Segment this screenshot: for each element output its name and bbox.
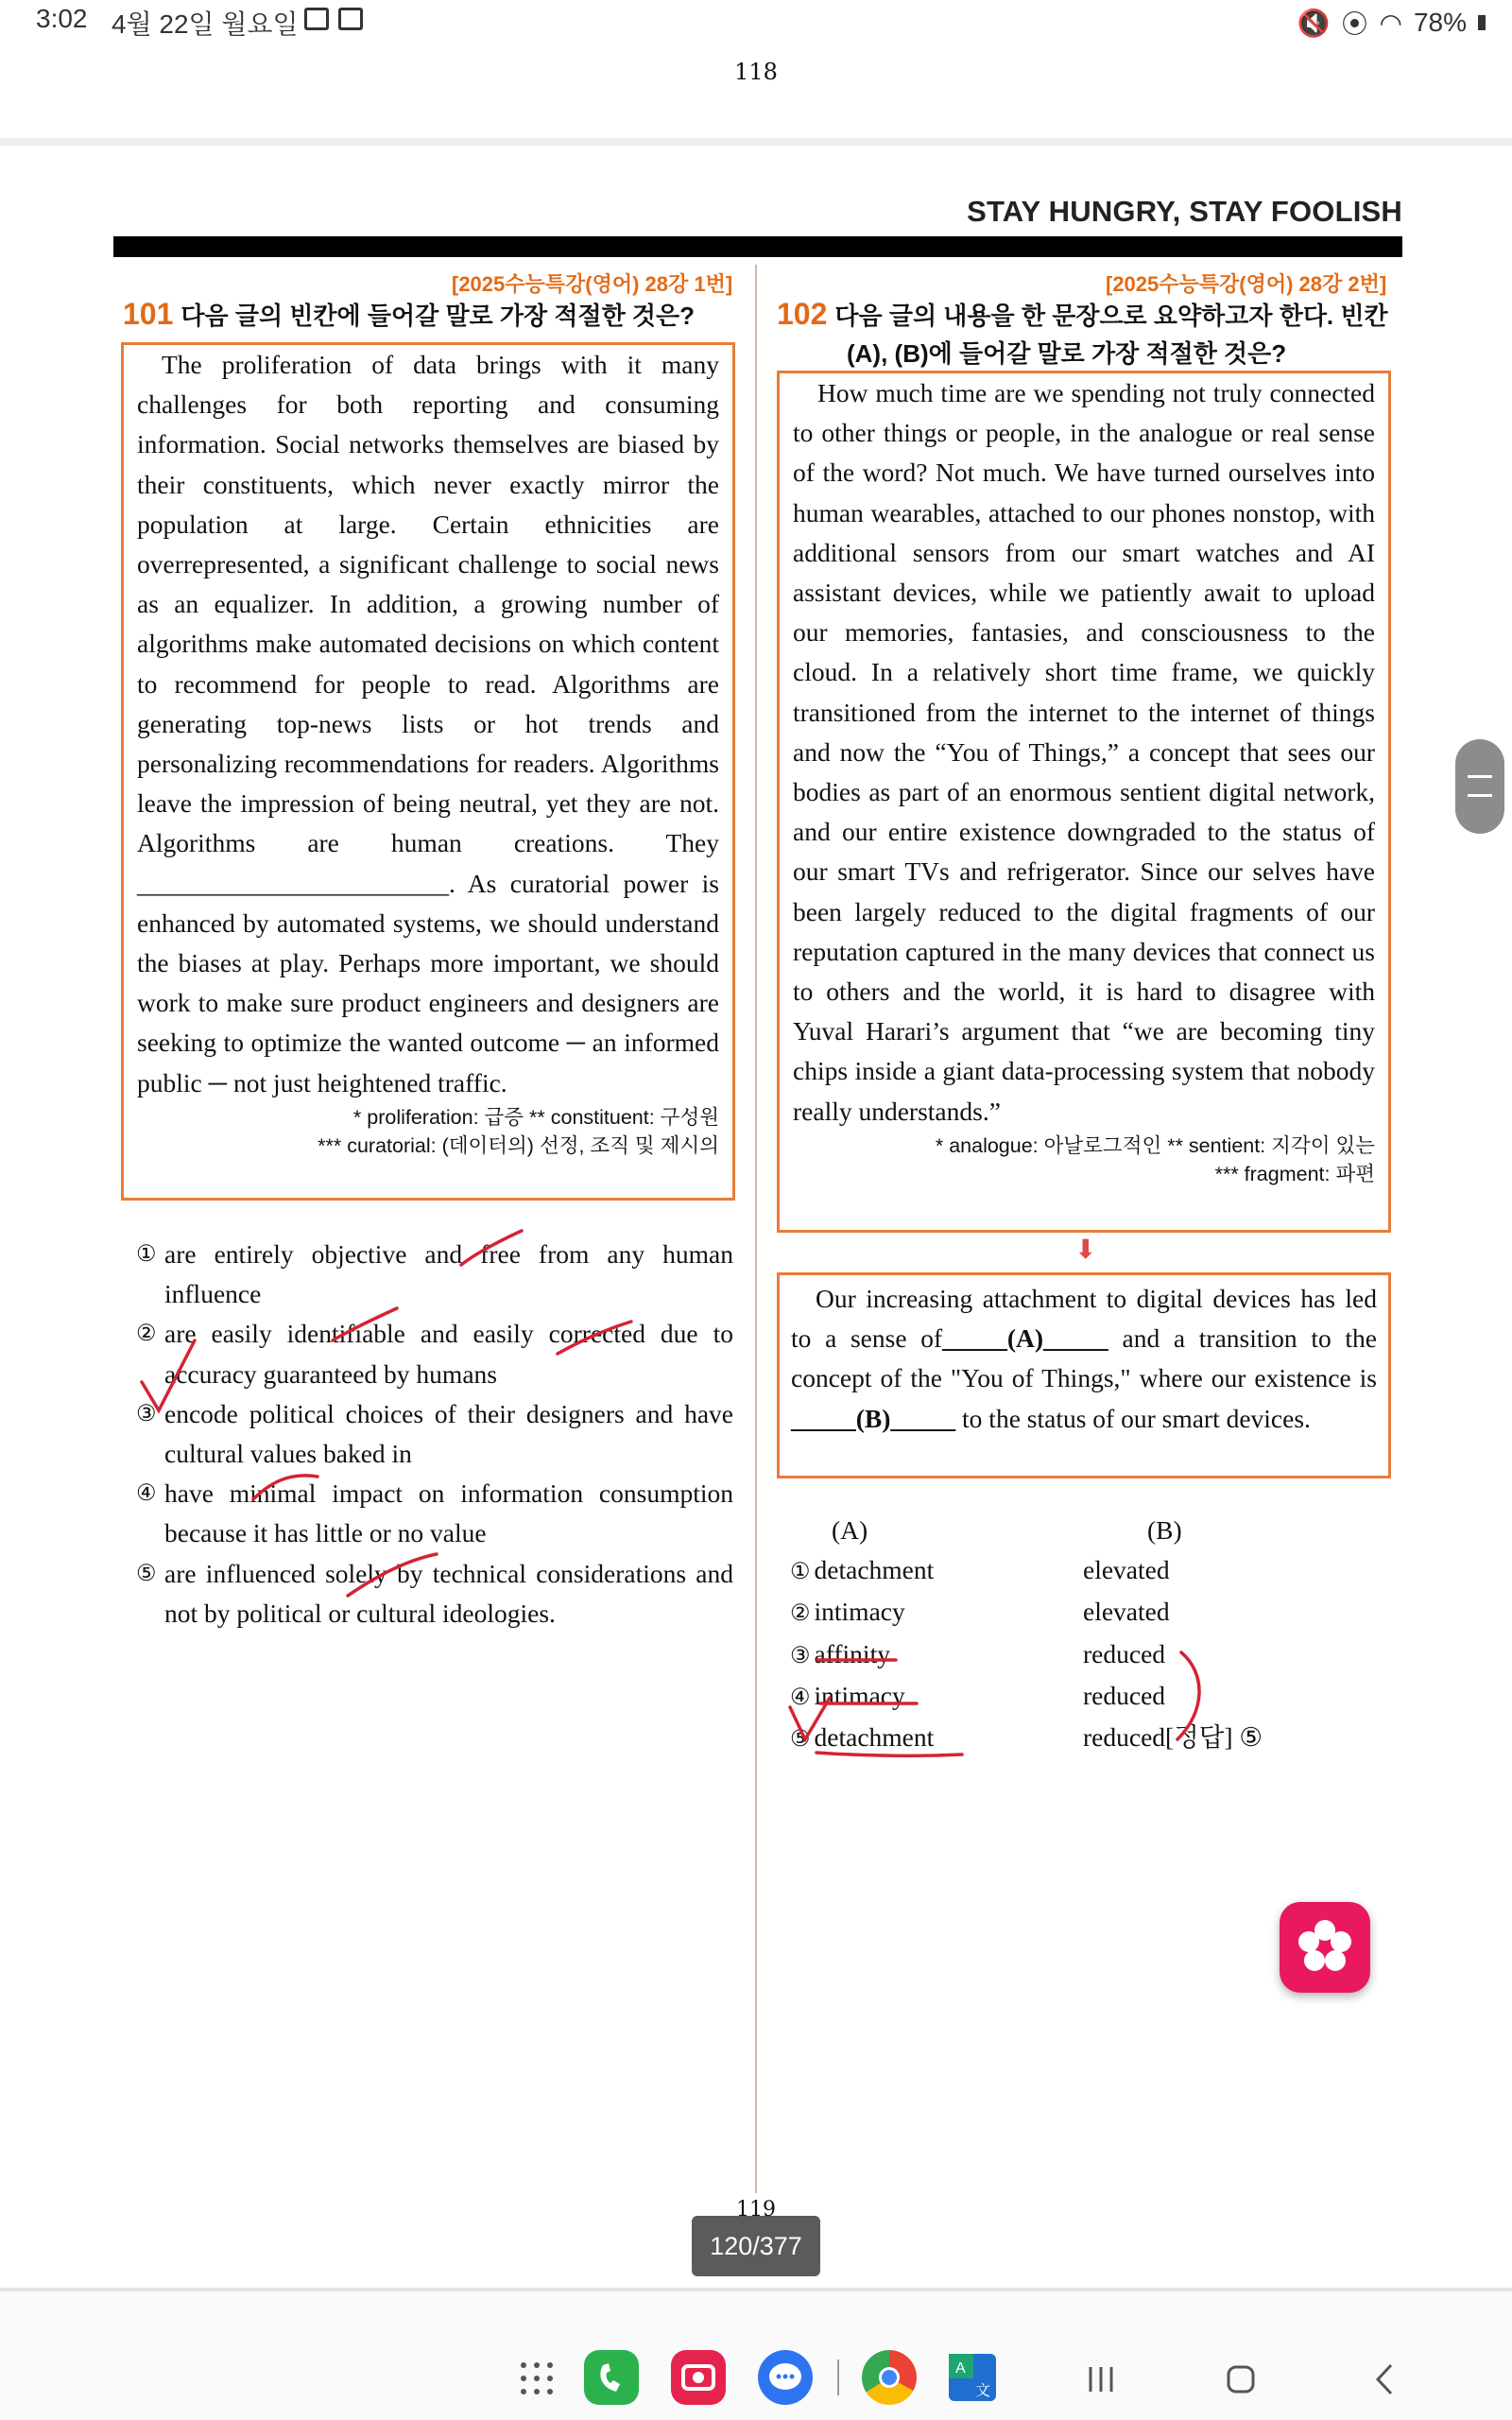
- q102-summary: Our increasing attachment to digital devices has led to a sense of_____(A)_____ and a transition to the concept of the "You of Things," where our existence is _____(B)_____ to the status of our smart devices.: [791, 1284, 1378, 1433]
- q102-source: [2025수능특강(영어) 28강 2번]: [1106, 272, 1387, 296]
- page-counter-label: 120/377: [710, 2232, 802, 2260]
- q102-number: 102: [777, 297, 828, 331]
- dock-divider: [837, 2360, 839, 2395]
- location-icon: ⦿: [1341, 9, 1368, 39]
- q102-gloss-line2: *** fragment: 파편: [1214, 1162, 1375, 1185]
- pen-check-option3: [142, 1340, 195, 1410]
- q101-option-5[interactable]: ⑤ are influenced solely by technical considerations and not by political or cultural ideologies.: [136, 1558, 733, 1628]
- arrow-down-icon: ⬇: [1074, 1235, 1097, 1264]
- answer-row-4[interactable]: ④ intimacy reduced: [790, 1680, 1166, 1710]
- navigation-bar: [0, 2288, 1512, 2420]
- app-drawer-icon[interactable]: [518, 2360, 556, 2397]
- status-date: 4월 22일 월요일: [112, 9, 299, 39]
- camera-app-icon[interactable]: [671, 2350, 726, 2405]
- pen-underline-detachment: [816, 1753, 962, 1755]
- document-header-title: STAY HUNGRY, STAY FOOLISH: [967, 195, 1402, 228]
- pen-bracket-reduced: [1177, 1652, 1199, 1739]
- answer-row-1[interactable]: ① detachment elevated: [790, 1555, 1170, 1585]
- home-icon[interactable]: [1225, 2363, 1257, 2395]
- recent-apps-icon[interactable]: [1085, 2363, 1117, 2395]
- svg-text:A: A: [955, 2360, 966, 2377]
- phone-app-icon[interactable]: [584, 2350, 639, 2405]
- q101-passage: The proliferation of data brings with it many challenges for both reporting and consuming information. Social networks themselves are biased by their constituents, which never exactly mirror the population at large. Certain ethnicities are overrepresented, a significant challenge to social news as an equalizer. In addition, a growing number of algorithms make automated decisions on which content to recommend for people to read. Algorithms are generating top-news lists or hot trends and personalizing recommendations for readers. Algorithms leave the impression of being neutral, yet they are not. Algorithms are human creations. They ________________________. As curatorial power is enhanced by automated systems, we should understand the biases at play. Perhaps more important, we should work to make sure product engineers and designers are seeking to optimize the wanted outcome ─ an informed public ─ not just heightened traffic.: [137, 350, 719, 1098]
- top-page-number: 118: [734, 59, 778, 85]
- chrome-app-icon[interactable]: [862, 2350, 917, 2405]
- pen-stroke-free: [461, 1231, 522, 1265]
- q101-option-1[interactable]: ① are entirely objective and free from any human influence: [136, 1239, 733, 1309]
- battery-percent: 78%: [1413, 8, 1467, 37]
- wifi-icon: ◠: [1379, 8, 1402, 38]
- q101-source: [2025수능특강(영어) 28강 1번]: [452, 272, 733, 296]
- scroll-handle[interactable]: [1455, 739, 1504, 834]
- q101-option-2[interactable]: ② are easily identifiable and easily corrected due to accuracy guaranteed by humans: [136, 1319, 733, 1389]
- q101-option-3[interactable]: ③ encode political choices of their designers and have cultural values baked in: [136, 1398, 733, 1469]
- mute-icon: 🔇: [1297, 8, 1331, 38]
- status-time: 3:02: [36, 4, 88, 33]
- q101-gloss-line1: * proliferation: 급증 ** constituent: 구성원: [352, 1105, 719, 1129]
- pen-stroke-minimal: [253, 1476, 318, 1499]
- answer-row-3[interactable]: ③ affinity reduced: [790, 1638, 1166, 1668]
- q102-gloss-line1: * analogue: 아날로그적인 ** sentient: 지각이 있는: [935, 1133, 1375, 1157]
- answer-header-row: (A) (B): [832, 1515, 1182, 1545]
- answer-row-2[interactable]: ② intimacy elevated: [790, 1597, 1170, 1627]
- q102-prompt-line2: (A), (B)에 들어갈 말로 가장 적절한 것은?: [847, 339, 1287, 368]
- answer-row-5[interactable]: ⑤ detachment reduced[정답] ⑤: [790, 1722, 1263, 1753]
- back-icon[interactable]: [1370, 2361, 1402, 2397]
- q102-prompt-line1: 다음 글의 내용을 한 문장으로 요약하고자 한다. 빈칸: [834, 302, 1388, 330]
- messages-app-icon[interactable]: [758, 2350, 813, 2405]
- svg-text:文: 文: [975, 2381, 991, 2399]
- underlying-page-number: 119: [736, 2198, 776, 2221]
- translate-app-icon[interactable]: [949, 2354, 996, 2401]
- pen-stroke-solely: [348, 1554, 437, 1596]
- pen-stroke-corrected: [558, 1322, 631, 1354]
- pen-stroke-identifiable: [333, 1308, 397, 1340]
- q101-number: 101: [123, 297, 174, 331]
- page-counter[interactable]: [692, 2198, 820, 2276]
- q101-prompt: 다음 글의 빈칸에 들어갈 말로 가장 적절한 것은?: [180, 302, 696, 330]
- q101-option-4[interactable]: ④ have minimal impact on information consumption because it has little or no value: [136, 1478, 733, 1548]
- flower-icon: [1280, 1902, 1370, 1993]
- q101-gloss-line2: *** curatorial: (데이터의) 선정, 조직 및 제시의: [318, 1133, 719, 1157]
- floating-flower-button[interactable]: [1280, 1902, 1370, 1993]
- q102-passage: How much time are we spending not truly connected to other things or people, in the analogue or real sense of the word? Not much. We have turned ourselves into human wearables, attached to our phones nonstop, with additional sensors from our smart watches and AI assistant devices, while we patiently await to upload our memories, fantasies, and consciousness to the cloud. In a relatively short time frame, we quickly transitioned from the internet to the internet of things and now the “You of Things,” a concept that sees our bodies as part of an enormous sentient digital network, and our entire existence downgraded to the status of our smart TVs and refrigerator. Since our selves have been largely reduced to the digital fragments of our reputation captured in the many devices that connect us to others and the world, it is hard to disagree with Yuval Harari’s argument that “we are becoming tiny chips inside a giant data-processing system that nobody really understands.”: [793, 378, 1375, 1126]
